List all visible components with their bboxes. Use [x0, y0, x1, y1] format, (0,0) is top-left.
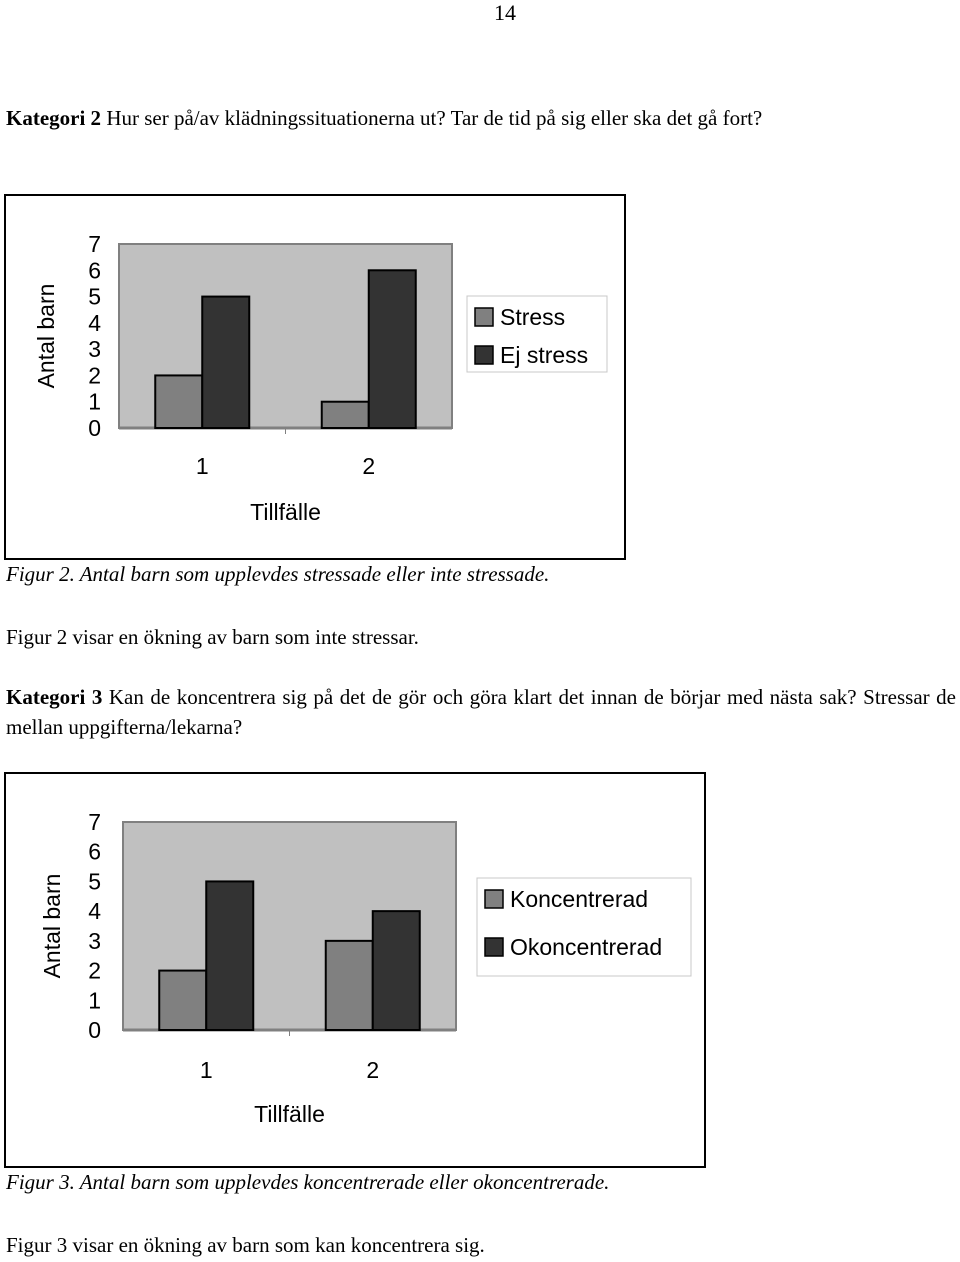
- y-axis-label: Antal barn: [39, 873, 65, 979]
- y-tick-label: 7: [88, 231, 101, 257]
- legend-label: Koncentrerad: [510, 886, 649, 912]
- y-tick-label: 3: [88, 927, 101, 954]
- legend-swatch: [485, 890, 503, 908]
- x-tick-label: 1: [195, 453, 209, 479]
- y-tick-label: 0: [88, 415, 101, 441]
- x-axis-label: Tillfälle: [254, 1101, 325, 1127]
- figure-2-caption: Figur 2. Antal barn som upplevdes stressade eller inte stressade.: [6, 562, 550, 586]
- y-tick-label: 1: [88, 388, 101, 415]
- bar-stress: [322, 402, 369, 428]
- legend-swatch: [475, 346, 493, 364]
- legend-label: Okoncentrerad: [510, 934, 663, 960]
- legend-swatch: [485, 938, 503, 956]
- figure-2-chart: [6, 196, 624, 558]
- x-axis-label: Tillfälle: [250, 499, 321, 525]
- y-tick-label: 4: [88, 898, 101, 925]
- figure-2-comment: Figur 2 visar en ökning av barn som inte stressar.: [6, 625, 419, 649]
- legend-swatch: [475, 308, 493, 326]
- figure-3-chart: [6, 774, 704, 1166]
- x-tick-label: 2: [362, 453, 376, 479]
- bar-ej-stress: [202, 297, 249, 428]
- category-2-question: Hur ser på/av klädningssituationerna ut? Tar de tid på sig eller ska det gå fort?: [106, 106, 763, 130]
- y-tick-label: 2: [88, 957, 101, 984]
- page-number: 14: [494, 0, 516, 25]
- bar-ej-stress: [369, 270, 416, 428]
- figure-3-caption: Figur 3. Antal barn som upplevdes koncentrerade eller okoncentrerade.: [6, 1170, 610, 1194]
- y-tick-label: 6: [88, 838, 101, 865]
- y-tick-label: 4: [88, 309, 101, 336]
- bar-koncentrerad: [326, 941, 373, 1030]
- y-tick-label: 2: [88, 362, 101, 389]
- y-tick-label: 6: [88, 257, 101, 284]
- bar-koncentrerad: [159, 971, 206, 1030]
- bar-stress: [155, 375, 202, 428]
- bar-okoncentrerad: [373, 911, 420, 1030]
- figure-2-chart-frame: [4, 194, 626, 560]
- y-tick-label: 0: [88, 1017, 101, 1043]
- figure-3-comment: Figur 3 visar en ökning av barn som kan koncentrera sig.: [6, 1233, 485, 1257]
- legend-label: Ej stress: [500, 342, 589, 368]
- y-tick-label: 1: [88, 987, 101, 1014]
- x-tick-label: 1: [199, 1057, 213, 1083]
- figure-3-chart-frame: [4, 772, 706, 1168]
- category-2-paragraph: [6, 103, 956, 133]
- y-tick-label: 5: [88, 283, 101, 310]
- legend-label: Stress: [500, 304, 566, 330]
- y-axis-label: Antal barn: [33, 283, 59, 389]
- x-tick-label: 2: [366, 1057, 380, 1083]
- category-3-question: Kan de koncentrera sig på det de gör och göra klart det innan de börjar med nästa sak? Stressar de mellan uppgifterna/lekarna?: [6, 685, 956, 739]
- category-3-label: Kategori 3: [6, 685, 103, 709]
- category-2-label: Kategori 2: [6, 106, 102, 130]
- y-tick-label: 7: [88, 809, 101, 835]
- bar-okoncentrerad: [206, 881, 253, 1030]
- y-tick-label: 5: [88, 868, 101, 895]
- y-tick-label: 3: [88, 336, 101, 363]
- category-3-paragraph: [6, 682, 956, 742]
